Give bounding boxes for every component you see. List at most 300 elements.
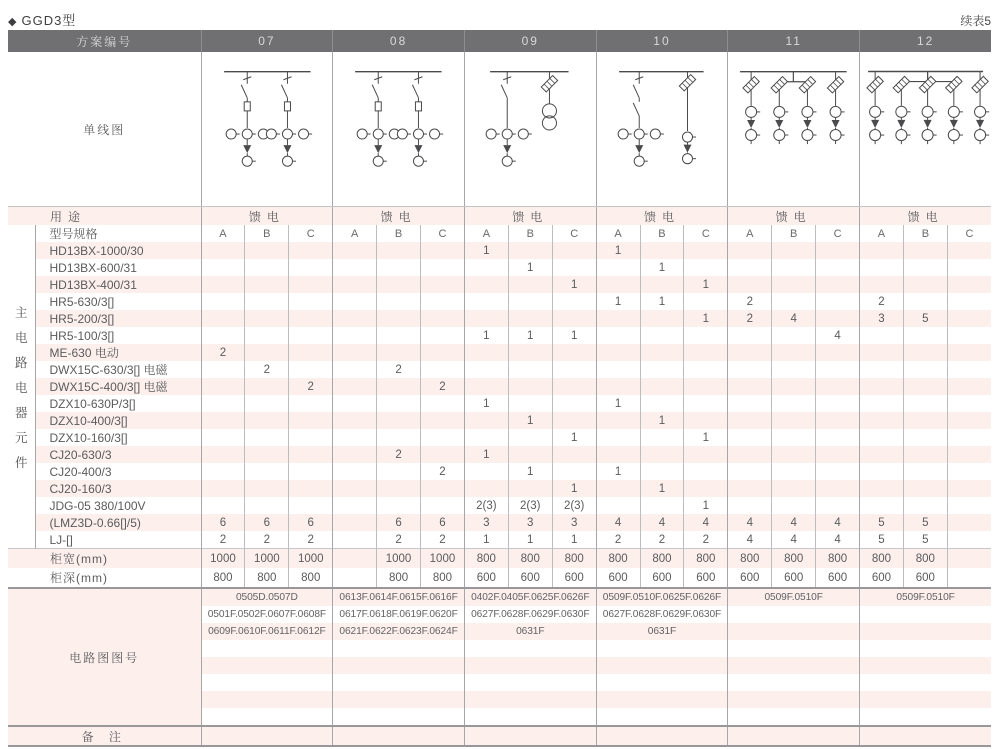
quantity-cell (860, 480, 904, 497)
quantity-cell (640, 344, 684, 361)
quantity-cell (947, 497, 991, 514)
circuit-number-cell (333, 674, 465, 691)
circuit-number-cell (596, 691, 728, 708)
quantity-cell (816, 446, 860, 463)
quantity-cell (640, 429, 684, 446)
quantity-cell: 2 (421, 531, 465, 549)
quantity-cell (816, 361, 860, 378)
quantity-cell (245, 310, 289, 327)
quantity-cell (728, 395, 772, 412)
quantity-cell (728, 242, 772, 259)
quantity-cell (640, 361, 684, 378)
quantity-cell (289, 480, 333, 497)
dimension-cell: 600 (816, 568, 860, 588)
quantity-cell: 4 (816, 514, 860, 531)
dimension-cell: 800 (289, 568, 333, 588)
quantity-cell (728, 361, 772, 378)
spec-header-row (8, 225, 991, 242)
quantity-cell (201, 276, 245, 293)
variant-header-cell: C (684, 225, 728, 242)
dimension-row (8, 549, 991, 569)
usage-cell: 馈电 (464, 207, 596, 226)
quantity-cell (903, 480, 947, 497)
quantity-cell: 3 (552, 514, 596, 531)
quantity-cell: 4 (772, 531, 816, 549)
quantity-cell: 2 (377, 446, 421, 463)
quantity-cell (421, 344, 465, 361)
quantity-cell: 1 (464, 395, 508, 412)
component-label: HR5-630/3[] (35, 293, 201, 310)
component-label: DZX10-630P/3[] (35, 395, 201, 412)
quantity-cell (772, 412, 816, 429)
dimension-cell: 600 (508, 568, 552, 588)
quantity-cell: 1 (596, 242, 640, 259)
quantity-cell (201, 480, 245, 497)
circuit-number-cell (201, 657, 333, 674)
quantity-cell (816, 310, 860, 327)
quantity-cell (508, 446, 552, 463)
dimension-cell: 600 (552, 568, 596, 588)
quantity-cell (596, 497, 640, 514)
quantity-cell (289, 395, 333, 412)
circuit-number-cell: 0509F.0510F (728, 588, 860, 606)
dimension-cell: 600 (684, 568, 728, 588)
quantity-cell (816, 480, 860, 497)
quantity-cell (860, 242, 904, 259)
dimension-cell: 1000 (245, 549, 289, 569)
quantity-cell: 3 (464, 514, 508, 531)
quantity-cell (377, 463, 421, 480)
quantity-cell (596, 429, 640, 446)
quantity-cell (377, 310, 421, 327)
quantity-cell (772, 361, 816, 378)
quantity-cell (684, 361, 728, 378)
usage-cell: 馈电 (728, 207, 860, 226)
variant-header-cell: A (728, 225, 772, 242)
variant-header-cell: A (860, 225, 904, 242)
quantity-cell (201, 259, 245, 276)
quantity-cell (903, 429, 947, 446)
circuit-number-cell (464, 691, 596, 708)
quantity-cell (421, 259, 465, 276)
circuit-number-cell (201, 691, 333, 708)
quantity-cell (947, 378, 991, 395)
remark-cell (860, 726, 992, 746)
quantity-cell: 1 (508, 531, 552, 549)
quantity-cell (377, 276, 421, 293)
page-title-text: GGD3型 (21, 13, 77, 28)
component-label: DZX10-400/3[] (35, 412, 201, 429)
quantity-cell (245, 344, 289, 361)
circuit-number-cell (728, 674, 860, 691)
quantity-cell: 4 (772, 310, 816, 327)
quantity-cell (947, 276, 991, 293)
quantity-cell (903, 463, 947, 480)
quantity-cell (289, 310, 333, 327)
quantity-cell (772, 497, 816, 514)
component-label: (LMZ3D-0.66[]/5) (35, 514, 201, 531)
quantity-cell (552, 446, 596, 463)
circuit-number-cell: 0509F.0510F.0625F.0626F (596, 588, 728, 606)
quantity-cell (816, 242, 860, 259)
quantity-cell: 5 (860, 531, 904, 549)
usage-row (8, 207, 991, 226)
quantity-cell (508, 310, 552, 327)
variant-header-cell: A (596, 225, 640, 242)
dimension-cell: 800 (464, 549, 508, 569)
scheme-header-07: 07 (201, 30, 333, 52)
quantity-cell (640, 497, 684, 514)
quantity-cell: 1 (640, 259, 684, 276)
quantity-cell: 2 (245, 531, 289, 549)
variant-header-cell: B (903, 225, 947, 242)
quantity-cell (464, 259, 508, 276)
dimension-cell (947, 568, 991, 588)
quantity-cell: 2 (289, 531, 333, 549)
component-row (8, 531, 991, 549)
quantity-cell (947, 514, 991, 531)
quantity-cell (245, 242, 289, 259)
quantity-cell (201, 395, 245, 412)
quantity-cell (508, 242, 552, 259)
component-row (8, 412, 991, 429)
quantity-cell (333, 531, 377, 549)
quantity-cell (289, 327, 333, 344)
quantity-cell (289, 463, 333, 480)
circuit-number-cell: 0631F (596, 623, 728, 640)
dimension-cell: 600 (640, 568, 684, 588)
dimension-cell: 800 (201, 568, 245, 588)
quantity-cell (377, 395, 421, 412)
component-row (8, 446, 991, 463)
quantity-cell: 4 (728, 514, 772, 531)
variant-header-cell: C (816, 225, 860, 242)
quantity-cell (772, 242, 816, 259)
quantity-cell: 1 (684, 497, 728, 514)
dimension-cell: 800 (860, 549, 904, 569)
quantity-cell (201, 310, 245, 327)
dimension-cell: 800 (377, 568, 421, 588)
quantity-cell (816, 429, 860, 446)
quantity-cell: 2 (596, 531, 640, 549)
circuit-number-row (8, 588, 991, 606)
dimension-cell (947, 549, 991, 569)
quantity-cell (684, 293, 728, 310)
quantity-cell (377, 259, 421, 276)
quantity-cell: 1 (464, 327, 508, 344)
quantity-cell (596, 276, 640, 293)
quantity-cell (552, 378, 596, 395)
circuit-number-cell: 0631F (464, 623, 596, 640)
quantity-cell: 1 (640, 412, 684, 429)
circuit-number-cell (860, 657, 992, 674)
quantity-cell (508, 344, 552, 361)
circuit-number-cell (860, 606, 992, 623)
quantity-cell (289, 429, 333, 446)
quantity-cell (421, 310, 465, 327)
dimension-label: 柜宽(mm) (8, 549, 201, 569)
component-label: HR5-200/3[] (35, 310, 201, 327)
circuit-number-cell (596, 674, 728, 691)
quantity-cell (772, 480, 816, 497)
single-line-diagram-row (8, 52, 991, 207)
quantity-cell: 6 (421, 514, 465, 531)
quantity-cell (464, 480, 508, 497)
quantity-cell (289, 446, 333, 463)
quantity-cell (201, 242, 245, 259)
circuit-number-cell: 0627F.0628F.0629F.0630F (464, 606, 596, 623)
component-row (8, 378, 991, 395)
quantity-cell (421, 242, 465, 259)
quantity-cell (333, 463, 377, 480)
quantity-cell (947, 446, 991, 463)
quantity-cell (333, 242, 377, 259)
quantity-cell (816, 463, 860, 480)
main-circuit-side-label (8, 225, 35, 549)
dimension-cell: 1000 (377, 549, 421, 569)
quantity-cell (289, 242, 333, 259)
quantity-cell (728, 463, 772, 480)
quantity-cell (772, 344, 816, 361)
quantity-cell: 4 (772, 514, 816, 531)
dimension-cell: 800 (684, 549, 728, 569)
quantity-cell (201, 497, 245, 514)
quantity-cell (728, 327, 772, 344)
quantity-cell (289, 361, 333, 378)
variant-header-cell: C (965, 227, 974, 240)
quantity-cell: 1 (640, 480, 684, 497)
quantity-cell: 3 (508, 514, 552, 531)
remark-cell (333, 726, 465, 746)
quantity-cell: 1 (464, 242, 508, 259)
quantity-cell (728, 429, 772, 446)
quantity-cell: 5 (903, 514, 947, 531)
quantity-cell (860, 344, 904, 361)
quantity-cell (947, 259, 991, 276)
quantity-cell (903, 259, 947, 276)
quantity-cell (421, 446, 465, 463)
quantity-cell (508, 378, 552, 395)
quantity-cell (596, 259, 640, 276)
quantity-cell (333, 310, 377, 327)
quantity-cell (640, 242, 684, 259)
quantity-cell: 2 (245, 361, 289, 378)
continued-table-label: 续表5 (960, 14, 991, 28)
variant-header-cell: A (201, 225, 245, 242)
quantity-cell: 2(3) (552, 497, 596, 514)
page-title (8, 10, 76, 29)
quantity-cell (860, 429, 904, 446)
quantity-cell (333, 446, 377, 463)
quantity-cell (245, 497, 289, 514)
quantity-cell (684, 463, 728, 480)
quantity-cell (947, 480, 991, 497)
component-row (8, 395, 991, 412)
quantity-cell (947, 412, 991, 429)
scheme-header-08: 08 (333, 30, 465, 52)
dimension-cell: 1000 (421, 549, 465, 569)
variant-header-cell: C (289, 225, 333, 242)
quantity-cell (728, 378, 772, 395)
dimension-cell: 600 (772, 568, 816, 588)
quantity-cell (903, 293, 947, 310)
quantity-cell (860, 327, 904, 344)
quantity-cell (377, 429, 421, 446)
circuit-number-cell: 0613F.0614F.0615F.0616F (333, 588, 465, 606)
component-row (8, 259, 991, 276)
quantity-cell (333, 412, 377, 429)
component-row (8, 344, 991, 361)
circuit-number-cell (860, 691, 992, 708)
quantity-cell (245, 259, 289, 276)
quantity-cell (947, 395, 991, 412)
dimension-cell (333, 568, 377, 588)
quantity-cell: 4 (728, 531, 772, 549)
single-line-diagram-11 (728, 52, 860, 207)
quantity-cell (333, 293, 377, 310)
scheme-header-row (8, 30, 991, 52)
circuit-number-label: 电路图图号 (8, 588, 201, 726)
remark-label: 备 注 (8, 726, 201, 746)
component-label: CJ20-630/3 (35, 446, 201, 463)
quantity-cell (289, 412, 333, 429)
quantity-cell (903, 497, 947, 514)
quantity-cell (508, 361, 552, 378)
remark-cell (464, 726, 596, 746)
quantity-cell (903, 344, 947, 361)
title-bar (8, 5, 991, 29)
circuit-number-cell: 0617F.0618F.0619F.0620F (333, 606, 465, 623)
quantity-cell (772, 446, 816, 463)
quantity-cell (728, 412, 772, 429)
single-line-diagram-12 (860, 52, 992, 207)
quantity-cell (245, 429, 289, 446)
circuit-number-cell (464, 708, 596, 726)
circuit-number-cell (728, 657, 860, 674)
quantity-cell (377, 293, 421, 310)
quantity-cell (947, 327, 991, 344)
quantity-cell (728, 480, 772, 497)
quantity-cell: 6 (377, 514, 421, 531)
quantity-cell (640, 463, 684, 480)
quantity-cell (596, 378, 640, 395)
quantity-cell: 1 (596, 395, 640, 412)
quantity-cell: 2(3) (508, 497, 552, 514)
quantity-cell (947, 310, 991, 327)
quantity-cell (552, 293, 596, 310)
circuit-number-cell (728, 623, 860, 640)
quantity-cell: 3 (860, 310, 904, 327)
quantity-cell (377, 242, 421, 259)
quantity-cell (508, 395, 552, 412)
scheme-header-11: 11 (728, 30, 860, 52)
quantity-cell (947, 463, 991, 480)
quantity-cell (903, 395, 947, 412)
quantity-cell (640, 446, 684, 463)
quantity-cell (816, 412, 860, 429)
quantity-cell (289, 276, 333, 293)
quantity-cell (816, 497, 860, 514)
quantity-cell (552, 361, 596, 378)
quantity-cell (421, 276, 465, 293)
dimension-cell (333, 549, 377, 569)
quantity-cell (333, 395, 377, 412)
quantity-cell: 2 (860, 293, 904, 310)
scheme-header-10: 10 (596, 30, 728, 52)
component-label: DWX15C-630/3[] 电磁 (35, 361, 201, 378)
quantity-cell (245, 378, 289, 395)
quantity-cell (245, 446, 289, 463)
quantity-cell: 1 (684, 276, 728, 293)
quantity-cell: 1 (508, 259, 552, 276)
dimension-cell: 800 (640, 549, 684, 569)
spec-table (8, 30, 991, 747)
quantity-cell (464, 378, 508, 395)
quantity-cell (421, 395, 465, 412)
quantity-cell (245, 327, 289, 344)
dimension-cell: 600 (728, 568, 772, 588)
variant-header-cell: B (245, 225, 289, 242)
quantity-cell (596, 446, 640, 463)
quantity-cell: 2 (728, 310, 772, 327)
component-row (8, 242, 991, 259)
quantity-cell (596, 327, 640, 344)
quantity-cell: 1 (552, 429, 596, 446)
quantity-cell (728, 497, 772, 514)
quantity-cell: 1 (464, 446, 508, 463)
quantity-cell (333, 497, 377, 514)
quantity-cell (684, 480, 728, 497)
quantity-cell (464, 293, 508, 310)
variant-header-cell: C (552, 225, 596, 242)
quantity-cell (201, 361, 245, 378)
component-row (8, 293, 991, 310)
quantity-cell (552, 259, 596, 276)
quantity-cell (333, 429, 377, 446)
variant-header-cell: B (377, 225, 421, 242)
quantity-cell (377, 497, 421, 514)
circuit-number-cell (464, 640, 596, 657)
dimension-cell: 800 (508, 549, 552, 569)
quantity-cell (860, 395, 904, 412)
quantity-cell (640, 378, 684, 395)
component-label: DWX15C-400/3[] 电磁 (35, 378, 201, 395)
quantity-cell (860, 361, 904, 378)
circuit-number-cell (333, 708, 465, 726)
quantity-cell (333, 480, 377, 497)
quantity-cell (201, 293, 245, 310)
circuit-number-cell (464, 657, 596, 674)
circuit-number-cell: 0509F.0510F (860, 588, 992, 606)
circuit-number-cell (860, 623, 992, 640)
quantity-cell: 1 (552, 480, 596, 497)
component-row (8, 429, 991, 446)
quantity-cell (860, 497, 904, 514)
single-line-diagram-08 (333, 52, 465, 207)
quantity-cell (596, 361, 640, 378)
quantity-cell (552, 344, 596, 361)
component-label: HD13BX-400/31 (35, 276, 201, 293)
variant-header-cell: B (772, 225, 816, 242)
quantity-cell (816, 344, 860, 361)
single-line-diagram-10 (596, 52, 728, 207)
quantity-cell (421, 293, 465, 310)
quantity-cell (508, 480, 552, 497)
quantity-cell: 5 (860, 514, 904, 531)
quantity-cell (684, 344, 728, 361)
quantity-cell (201, 429, 245, 446)
circuit-number-cell (728, 606, 860, 623)
